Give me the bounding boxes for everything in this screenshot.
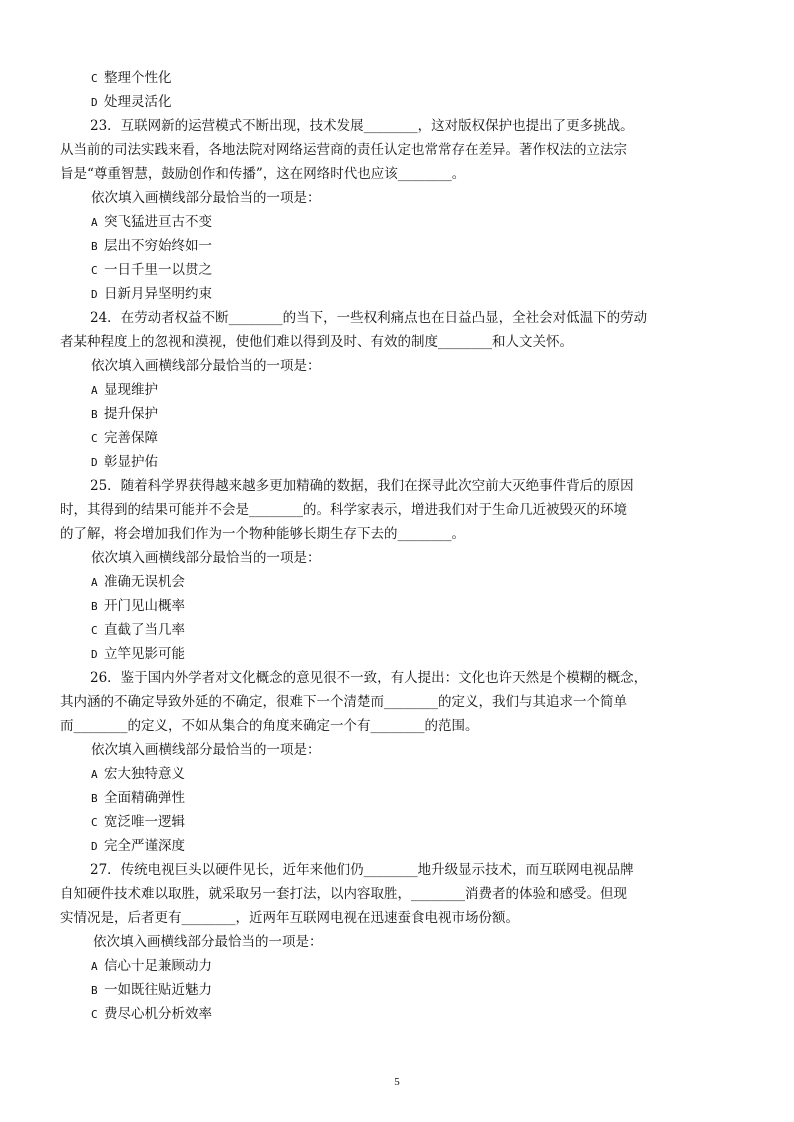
option-text: 突飞猛进亘古不变 <box>104 214 212 230</box>
answer-option <box>60 642 736 666</box>
question-text: 24．在劳动者权益不断________的当下，一些权利痛点也在日益凸显，全社会对低温下的劳动 <box>90 310 648 326</box>
option-letter: C <box>91 432 98 445</box>
answer-option <box>60 762 736 786</box>
answer-option <box>60 282 736 306</box>
answer-option <box>60 570 736 594</box>
option-letter: D <box>91 648 98 661</box>
answer-option <box>60 426 736 450</box>
question-prompt: 依次填入画横线部分最恰当的一项是： <box>91 550 321 566</box>
option-text: 一日千里一以贯之 <box>104 262 212 278</box>
option-text: 立竿见影可能 <box>104 646 185 662</box>
question-text-continued: 的了解，将会增加我们作为一个物种能够长期生存下去的________。 <box>60 526 465 542</box>
option-text: 费尽心机分析效率 <box>104 1006 212 1022</box>
answer-option <box>60 66 736 90</box>
question-text: 25．随着科学界获得越来越多更加精确的数据，我们在探寻此次空前大灭绝事件背后的原因 <box>90 478 634 494</box>
option-letter: C <box>91 264 98 277</box>
answer-option <box>60 618 736 642</box>
option-letter: D <box>91 840 98 853</box>
option-text: 准确无误机会 <box>104 574 185 590</box>
option-letter: A <box>91 384 98 397</box>
option-text: 显现维护 <box>104 382 158 398</box>
option-letter: D <box>91 288 98 301</box>
question-prompt: 依次填入画横线部分最恰当的一项是： <box>91 358 321 374</box>
option-text: 处理灵活化 <box>104 94 172 110</box>
option-letter: A <box>91 960 98 973</box>
question-prompt: 依次填入画横线部分最恰当的一项是： <box>91 190 321 206</box>
answer-option <box>60 450 736 474</box>
option-letter: B <box>91 408 98 421</box>
option-text: 一如既往贴近魅力 <box>104 982 212 998</box>
question-text-continued: 时，其得到的结果可能并不会是________的。科学家表示，增进我们对于生命几近被毁灭的环境 <box>60 502 627 518</box>
question-text: 27．传统电视巨头以硬件见长，近年来他们仍________地升级显示技术，而互联网电视品牌 <box>90 862 634 878</box>
option-letter: B <box>91 792 98 805</box>
answer-option <box>60 978 736 1002</box>
option-letter: A <box>91 216 98 229</box>
question-text: 23．互联网新的运营模式不断出现，技术发展________，这对版权保护也提出了更多挑战。 <box>90 118 634 134</box>
answer-option <box>60 258 736 282</box>
option-text: 宏大独特意义 <box>104 766 185 782</box>
answer-option <box>60 402 736 426</box>
page-number: 5 <box>394 1076 400 1088</box>
question-prompt: 依次填入画横线部分最恰当的一项是： <box>91 742 321 758</box>
question-text-continued: 而________的定义，不如从集合的角度来确定一个有________的范围。 <box>60 718 479 734</box>
answer-option <box>60 594 736 618</box>
option-letter: B <box>91 600 98 613</box>
answer-option <box>60 810 736 834</box>
answer-option <box>60 378 736 402</box>
option-text: 完善保障 <box>104 430 158 446</box>
option-text: 直截了当几率 <box>104 622 185 638</box>
option-letter: A <box>91 768 98 781</box>
answer-option <box>60 954 736 978</box>
option-letter: C <box>91 1008 98 1021</box>
answer-option <box>60 90 736 114</box>
option-text: 信心十足兼顾动力 <box>104 958 212 974</box>
option-letter: C <box>91 816 98 829</box>
option-letter: C <box>91 624 98 637</box>
question-text-continued: 者某种程度上的忽视和漠视，使他们难以得到及时、有效的制度________和人文关怀。 <box>60 334 573 350</box>
option-text: 全面精确弹性 <box>104 790 185 806</box>
answer-option <box>60 834 736 858</box>
option-letter: C <box>91 72 98 85</box>
question-text-continued: 自知硬件技术难以取胜，就采取另一套打法，以内容取胜，________消费者的体验和感受。但现 <box>60 886 627 902</box>
question-text-continued: 旨是“尊重智慧，鼓励创作和传播”，这在网络时代也应该________。 <box>60 166 466 182</box>
answer-option <box>60 786 736 810</box>
question-text-continued: 其内涵的不确定导致外延的不确定，很难下一个清楚而________的定义，我们与其追求一个简单 <box>60 694 627 710</box>
answer-option <box>60 210 736 234</box>
option-text: 宽泛唯一逻辑 <box>104 814 185 830</box>
question-text-continued: 从当前的司法实践来看，各地法院对网络运营商的责任认定也常常存在差异。著作权法的立法宗 <box>60 142 627 158</box>
question-text: 26．鉴于国内外学者对文化概念的意见很不一致，有人提出：文化也许天然是个模糊的概念， <box>90 670 648 686</box>
question-prompt: 依次填入画横线部分最恰当的一项是： <box>93 934 323 950</box>
option-letter: A <box>91 576 98 589</box>
option-letter: D <box>91 456 98 469</box>
answer-option <box>60 234 736 258</box>
option-text: 日新月异坚明约束 <box>104 286 212 302</box>
option-text: 整理个性化 <box>104 70 172 86</box>
option-letter: B <box>91 240 98 253</box>
option-text: 开门见山概率 <box>104 598 185 614</box>
option-text: 层出不穷始终如一 <box>104 238 212 254</box>
option-text: 彰显护佑 <box>104 454 158 470</box>
option-text: 完全严谨深度 <box>104 838 185 854</box>
page-content <box>60 66 736 1026</box>
option-letter: D <box>91 96 98 109</box>
question-text-continued: 实情况是，后者更有________，近两年互联网电视在迅速蚕食电视市场份额。 <box>60 910 519 926</box>
answer-option <box>60 1002 736 1026</box>
option-letter: B <box>91 984 98 997</box>
option-text: 提升保护 <box>104 406 158 422</box>
